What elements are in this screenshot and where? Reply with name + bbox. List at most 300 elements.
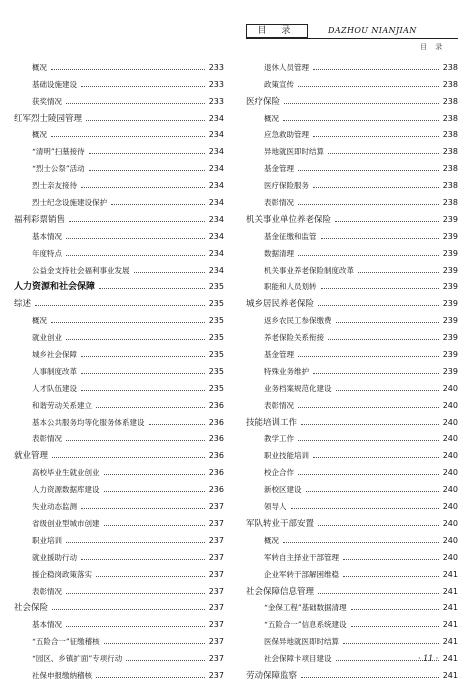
toc-entry-title: 医疗保险服务 [264,181,309,191]
toc-entry-page: 238 [442,181,458,191]
header-title-box: 目 录 [246,24,308,38]
toc-entry-title: 基础设施建设 [32,79,77,89]
toc-entry-page: 233 [208,96,224,106]
toc-entry-page: 237 [208,502,224,512]
toc-entry-page: 235 [208,333,224,343]
toc-entry[interactable] [14,225,224,242]
toc-entry-page: 237 [208,603,224,613]
toc-entry[interactable] [246,242,458,259]
toc-entry[interactable] [246,56,458,73]
toc-entry[interactable] [246,563,458,580]
toc-entry-title: 省级创业型城市创建 [32,518,100,528]
dot-leader [134,272,205,273]
toc-entry-page: 235 [208,350,224,360]
dot-leader [298,255,439,256]
toc-entry-title: 新校区建设 [264,485,302,495]
toc-entry-page: 239 [442,248,458,258]
dot-leader [336,390,439,391]
toc-section[interactable] [14,597,224,614]
toc-entry-title: 年度特点 [32,248,62,258]
toc-entry-title: “清明”扫墓接待 [32,147,85,157]
toc-entry-title: 医疗保险 [246,96,281,107]
toc-entry[interactable] [246,259,458,276]
toc-entry-title: 城乡居民养老保险 [246,299,315,310]
toc-entry-title: “五险合一”征缴稽核 [32,637,100,647]
dot-leader [66,542,205,543]
toc-entry-title: 应急救助管理 [264,130,309,140]
toc-entry-page: 238 [442,147,458,157]
toc-entry[interactable] [14,546,224,563]
toc-entry-page: 239 [442,282,458,292]
toc-entry-title: 基本情况 [32,231,62,241]
toc-entry-title: 业务档案规范化建设 [264,383,332,393]
toc-entry-page: 235 [208,366,224,376]
dot-leader [336,322,439,323]
dot-leader [52,609,205,610]
dot-leader [318,593,439,594]
toc-entry-page: 234 [208,113,224,123]
toc-entry-page: 234 [208,130,224,140]
toc-entry-page: 238 [442,113,458,123]
toc-entry[interactable] [14,90,224,107]
toc-entry-page: 240 [442,434,458,444]
toc-entry-title: 红军烈士陵园管理 [14,113,83,124]
toc-entry-page: 241 [442,654,458,664]
toc-entry-page: 239 [442,299,458,309]
dot-leader [318,525,439,526]
toc-entry[interactable] [14,411,224,428]
dot-leader [298,474,439,475]
dot-leader [86,120,205,121]
toc-section[interactable] [246,292,458,309]
toc-entry[interactable] [246,157,458,174]
toc-entry-page: 238 [442,164,458,174]
toc-entry-title: 基金管理 [264,164,294,174]
toc-entry[interactable] [14,343,224,360]
toc-entry-title: 烈士亲友接待 [32,181,77,191]
toc-entry[interactable] [246,444,458,461]
dot-leader [96,677,205,678]
dot-leader [298,86,439,87]
toc-entry-title: 政策宣传 [264,79,294,89]
toc-entry-page: 236 [208,417,224,427]
toc-section[interactable] [14,292,224,309]
toc-entry-title: 技能培训工作 [246,417,298,428]
toc-entry[interactable] [14,191,224,208]
toc-entry-title: 养老保险关系衔接 [264,333,324,343]
toc-entry-title: 领导人 [264,502,287,512]
dot-leader [313,136,439,137]
toc-entry-page: 236 [208,485,224,495]
toc-entry-title: 综述 [14,299,32,310]
dot-leader [81,356,205,357]
dot-leader [66,103,205,104]
toc-entry-page: 235 [208,316,224,326]
toc-entry-title: 职能和人员划转 [264,282,317,292]
toc-entry[interactable] [14,563,224,580]
dot-leader [149,424,205,425]
dot-leader [66,339,205,340]
dot-leader [283,120,439,121]
toc-entry-title: 概况 [32,130,47,140]
dot-leader [313,373,439,374]
toc-entry-title: 退休人员管理 [264,62,309,72]
dot-leader [298,356,439,357]
running-header [0,24,467,38]
toc-entry-title: 概况 [264,535,279,545]
toc-entry[interactable] [246,546,458,563]
dot-leader [335,221,439,222]
toc-entry-page: 234 [208,248,224,258]
toc-entry-title: 机关事业单位养老保险 [246,214,332,225]
dot-leader [66,593,205,594]
toc-entry-page: 237 [208,518,224,528]
toc-entry[interactable] [14,495,224,512]
toc-section[interactable] [14,444,224,461]
toc-entry[interactable] [246,191,458,208]
toc-entry-title: 机关事业养老保险制度改革 [264,265,354,275]
dot-leader [306,491,439,492]
toc-entry[interactable] [246,309,458,326]
dot-leader [66,626,205,627]
toc-entry-title: 社会保障卡项目建设 [264,654,332,664]
toc-entry-page: 235 [208,299,224,309]
dot-leader [104,525,205,526]
toc-entry-page: 240 [442,518,458,528]
toc-entry-page: 240 [442,502,458,512]
toc-entry-page: 241 [442,603,458,613]
dot-leader [52,457,205,458]
toc-entry-page: 239 [442,214,458,224]
dot-leader [351,609,439,610]
dot-leader [321,288,439,289]
toc-entry[interactable] [246,478,458,495]
toc-entry[interactable] [14,174,224,191]
toc-entry-page: 235 [208,282,224,292]
dot-leader [343,559,439,560]
toc-entry-page: 236 [208,400,224,410]
page-number: · 11 · [418,654,439,663]
dot-leader [51,136,205,137]
header-subtitle: 目 录 [420,43,446,51]
toc-entry[interactable] [246,343,458,360]
dot-leader [298,204,439,205]
toc-entry-page: 241 [442,637,458,647]
toc-entry[interactable] [14,580,224,597]
toc-entry[interactable] [246,225,458,242]
toc-entry-title: 教学工作 [264,434,294,444]
toc-entry-title: 人事制度改革 [32,366,77,376]
toc-entry-page: 238 [442,198,458,208]
toc-entry[interactable] [246,73,458,90]
toc-section[interactable] [14,208,224,225]
toc-entry-title: 烈士纪念设施建设保护 [32,198,107,208]
toc-left-column [14,56,224,681]
toc-entry-title: 和谐劳动关系建立 [32,400,92,410]
toc-entry-page: 237 [208,654,224,664]
toc-entry[interactable] [246,495,458,512]
dot-leader [96,407,205,408]
toc-entry-page: 237 [208,535,224,545]
dot-leader [89,153,205,154]
toc-entry-title: 城乡社会保障 [32,350,77,360]
toc-entry-title: 人力资源数据库建设 [32,485,100,495]
toc-entry-page: 234 [208,147,224,157]
toc-entry-page: 240 [442,535,458,545]
toc-section[interactable] [246,411,458,428]
toc-entry-title: “金保工程”基础数据清理 [264,603,347,613]
dot-leader [96,576,205,577]
dot-leader [343,643,439,644]
toc-entry-title: “烈士公祭”活动 [32,164,85,174]
toc-entry-page: 241 [442,586,458,596]
toc-entry-title: 就业管理 [14,451,49,462]
dot-leader [351,626,439,627]
toc-entry-title: “园区、乡镇扩面”专项行动 [32,654,123,664]
toc-entry[interactable] [246,326,458,343]
toc-entry-title: 职业技能培训 [264,451,309,461]
toc-entry-page: 239 [442,333,458,343]
toc-entry[interactable] [14,613,224,630]
toc-entry-page: 236 [208,451,224,461]
toc-entry-title: 劳动保障监察 [246,670,298,681]
toc-entry-page: 240 [442,485,458,495]
toc-entry-page: 237 [208,586,224,596]
toc-entry[interactable] [246,360,458,377]
toc-entry-title: 概况 [32,316,47,326]
toc-entry-page: 241 [442,569,458,579]
dot-leader [104,491,205,492]
toc-entry-page: 237 [208,637,224,647]
toc-entry[interactable] [246,597,458,614]
toc-entry-title: 社会保险 [14,603,49,614]
toc-entry-title: 职业培训 [32,535,62,545]
toc-entry[interactable] [246,377,458,394]
toc-entry-page: 234 [208,198,224,208]
dot-leader [69,221,205,222]
dot-leader [284,103,439,104]
toc-entry-title: “五险合一”信息系统建设 [264,620,347,630]
toc-entry-page: 234 [208,164,224,174]
toc-entry[interactable] [14,647,224,664]
toc-entry-page: 240 [442,468,458,478]
toc-entry-title: 表彰情况 [32,586,62,596]
toc-entry[interactable] [14,529,224,546]
toc-entry[interactable] [14,461,224,478]
toc-entry-page: 235 [208,383,224,393]
toc-entry[interactable] [14,394,224,411]
toc-entry-title: 军转自主择业干部管理 [264,552,339,562]
toc-entry-page: 234 [208,231,224,241]
toc-entry[interactable] [246,529,458,546]
toc-entry[interactable] [14,309,224,326]
toc-entry[interactable] [14,478,224,495]
toc-entry-page: 240 [442,383,458,393]
toc-entry-title: 基金管理 [264,350,294,360]
toc-entry[interactable] [14,140,224,157]
toc-entry[interactable] [14,630,224,647]
toc-entry-page: 241 [442,620,458,630]
toc-entry-title: 获奖情况 [32,96,62,106]
dot-leader [301,424,439,425]
toc-entry-title: 校企合作 [264,468,294,478]
dot-leader [298,170,439,171]
dot-leader [66,440,205,441]
toc-entry-page: 240 [442,451,458,461]
header-rule [246,38,458,39]
dot-leader [313,187,439,188]
toc-entry[interactable] [14,360,224,377]
dot-leader [301,677,439,678]
toc-entry[interactable] [246,174,458,191]
toc-entry-title: 特殊业务维护 [264,366,309,376]
toc-entry-page: 239 [442,350,458,360]
dot-leader [35,305,205,306]
toc-entry-page: 239 [442,265,458,275]
toc-entry-title: 医保异地就医即时结算 [264,637,339,647]
toc-entry-title: 人才队伍建设 [32,383,77,393]
toc-entry-page: 237 [208,569,224,579]
dot-leader [81,373,205,374]
toc-entry-page: 236 [208,434,224,444]
toc-entry-title: 企业军转干部解困维稳 [264,569,339,579]
toc-right-column [246,56,458,681]
toc-entry[interactable] [246,461,458,478]
toc-entry-page: 237 [208,670,224,680]
toc-entry-page: 240 [442,400,458,410]
toc-section[interactable] [246,664,458,681]
toc-entry[interactable] [246,428,458,445]
toc-entry-page: 236 [208,468,224,478]
toc-entry-page: 239 [442,316,458,326]
dot-leader [89,170,205,171]
toc-entry[interactable] [14,242,224,259]
dot-leader [104,474,205,475]
toc-section[interactable] [246,208,458,225]
dot-leader [313,69,439,70]
toc-entry-page: 234 [208,265,224,275]
toc-section[interactable] [246,580,458,597]
toc-entry-title: 高校毕业生就业创业 [32,468,100,478]
toc-entry[interactable] [14,124,224,141]
toc-section[interactable] [246,512,458,529]
toc-entry-page: 237 [208,552,224,562]
toc-entry-title: 概况 [32,62,47,72]
dot-leader [81,187,205,188]
dot-leader [283,542,439,543]
dot-leader [81,559,205,560]
dot-leader [328,153,439,154]
toc-entry[interactable] [246,613,458,630]
toc-entry-page: 238 [442,96,458,106]
toc-entry-title: 军队转业干部安置 [246,518,315,529]
toc-entry[interactable] [246,107,458,124]
toc-entry-title: 概况 [264,113,279,123]
toc-entry[interactable] [14,73,224,90]
toc-entry-title: 返乡农民工参保缴费 [264,316,332,326]
toc-entry-title: 失业动态监测 [32,502,77,512]
dot-leader [298,440,439,441]
toc-entry-title: 人力资源和社会保障 [14,282,96,293]
toc-entry[interactable] [246,394,458,411]
dot-leader [99,288,205,289]
dot-leader [313,457,439,458]
toc-entry-page: 239 [442,366,458,376]
toc-entry-page: 234 [208,214,224,224]
dot-leader [111,204,205,205]
dot-leader [81,86,205,87]
dot-leader [328,339,439,340]
toc-entry[interactable] [14,326,224,343]
header-english-title: DAZHOU NIANJIAN [328,26,417,35]
toc-entry-page: 238 [442,130,458,140]
toc-entry[interactable] [246,124,458,141]
toc-section[interactable] [14,107,224,124]
toc-entry[interactable] [246,140,458,157]
toc-chapter[interactable] [14,276,224,293]
dot-leader [343,576,439,577]
dot-leader [66,238,205,239]
toc-entry-page: 238 [442,79,458,89]
dot-leader [51,322,205,323]
toc-entry-title: 社会保障信息管理 [246,586,315,597]
dot-leader [81,390,205,391]
toc-entry-page: 234 [208,181,224,191]
toc-entry-title: 基本情况 [32,620,62,630]
toc-entry-page: 239 [442,231,458,241]
dot-leader [318,305,439,306]
toc-entry-page: 241 [442,670,458,680]
dot-leader [51,69,205,70]
toc-entry-title: 表彰情况 [264,400,294,410]
toc-entry-title: 表彰情况 [264,198,294,208]
toc-entry-title: 表彰情况 [32,434,62,444]
toc-entry-title: 异地就医即时结算 [264,147,324,157]
toc-entry[interactable] [14,56,224,73]
toc-entry-page: 233 [208,62,224,72]
dot-leader [298,407,439,408]
toc-entry[interactable] [14,512,224,529]
toc-entry[interactable] [14,664,224,681]
toc-entry-title: 就业援助行动 [32,552,77,562]
toc-entry[interactable] [246,630,458,647]
dot-leader [104,643,205,644]
toc-entry[interactable] [246,276,458,293]
toc-entry-page: 233 [208,79,224,89]
toc-section[interactable] [246,90,458,107]
toc-entry-title: 福利彩票销售 [14,214,66,225]
toc-entry[interactable] [14,259,224,276]
toc-entry-page: 240 [442,417,458,427]
toc-entry-title: 援企稳岗政策落实 [32,569,92,579]
toc-entry[interactable] [14,428,224,445]
toc-entry-title: 社保申报缴纳稽核 [32,670,92,680]
toc-entry-page: 240 [442,552,458,562]
dot-leader [321,238,439,239]
dot-leader [291,508,439,509]
toc-entry-title: 基本公共服务均等化服务体系建设 [32,417,145,427]
toc-entry-title: 数据清理 [264,248,294,258]
toc-entry-title: 公益金支持社会福利事业发展 [32,265,130,275]
dot-leader [126,660,205,661]
toc-entry-page: 238 [442,62,458,72]
toc-entry-page: 237 [208,620,224,630]
dot-leader [358,272,439,273]
toc-entry[interactable] [14,157,224,174]
dot-leader [66,255,205,256]
toc-entry[interactable] [14,377,224,394]
toc-entry-title: 基金征缴和监管 [264,231,317,241]
